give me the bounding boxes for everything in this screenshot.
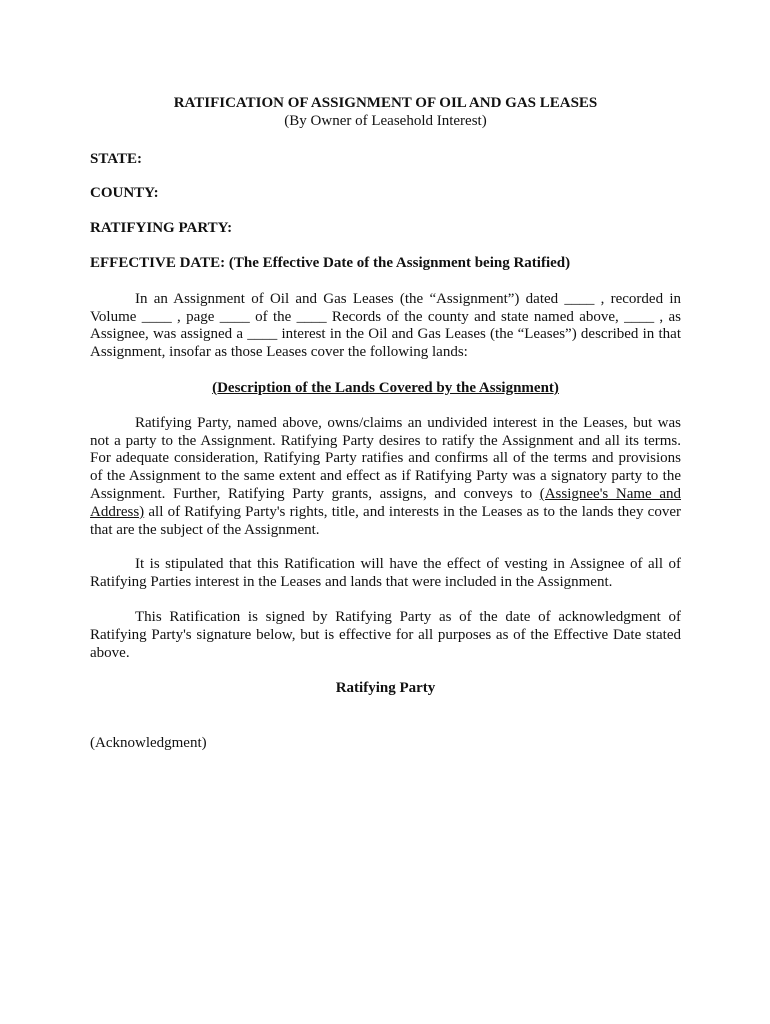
effective-date-label: EFFECTIVE DATE: (The Effective Date of the Assignment being Ratified) [90,254,571,271]
assignee-name-placeholder: (Assignee's Name and Address) [90,485,682,520]
document-page [90,95,681,753]
acknowledgment-label: (Acknowledgment) [90,735,207,752]
document-subtitle: (By Owner of Leasehold Interest) [284,112,487,129]
state-label: STATE: [90,150,142,167]
assignment-paragraph: In an Assignment of Oil and Gas Leases (the “Assignment”) dated ____ , recorded in Volume ____ , page ____ of the ____ Records of the county and state named above, ____ , as Assignee, was assigned a ____ interest in the Oil and Gas Leases (the “Leases”) described in that Assignment, insofar as those Leases cover the following lands: [90,290,681,361]
ratification-paragraph-text-2: all of Ratifying Party's rights, title, and interests in the Leases as to the lands they cover that are the subject of the Assignment. [90,503,681,538]
document-title: RATIFICATION OF ASSIGNMENT OF OIL AND GAS LEASES [173,95,598,111]
ratifying-party-signature-label: Ratifying Party [335,680,436,697]
signature-paragraph: This Ratification is signed by Ratifying Party as of the date of acknowledgment of Ratifying Party's signature below, but is effective for all purposes as of the Effective Date stated above. [90,608,681,661]
ratification-paragraph-text-1: Ratifying Party, named above, owns/claims an undivided interest in the Leases, but was not a party to the Assignment. Ratifying Party desires to ratify the Assignment and all its terms. For adequate consideration, Ratifying Party ratifies and confirms all of the terms and provisions of the Assignment to the same extent and effect as if Ratifying Party was a signatory party to the Assignment. Further, Ratifying Party grants, assigns, and conveys to [90,414,681,502]
vesting-paragraph: It is stipulated that this Ratification will have the effect of vesting in Assignee of all of Ratifying Parties interest in the Leases and lands that were included in the Assignment. [90,556,681,591]
county-label: COUNTY: [90,185,159,202]
ratifying-party-label: RATIFYING PARTY: [90,220,233,237]
lands-description-heading: (Description of the Lands Covered by the Assignment) [212,379,559,396]
ratification-paragraph [90,415,681,540]
